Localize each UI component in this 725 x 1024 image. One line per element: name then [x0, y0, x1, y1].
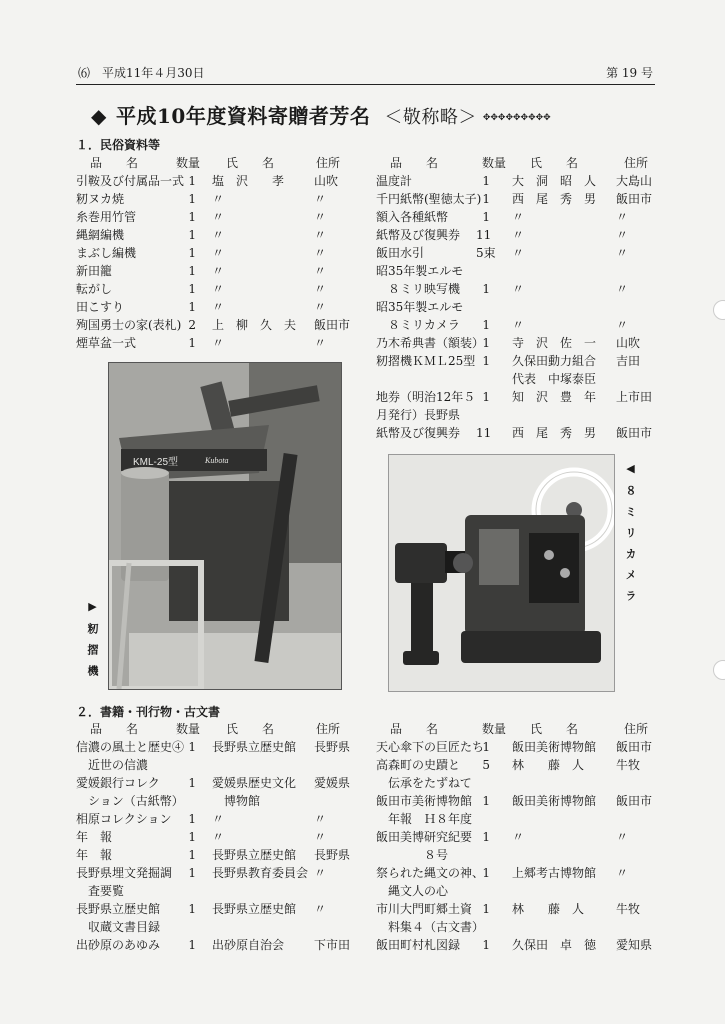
item-name: 煙草盆一式	[76, 336, 137, 350]
item-qty: 1	[188, 848, 196, 862]
item-name: 飯田市美術博物館	[376, 794, 473, 808]
donor-address: 〃	[616, 282, 629, 296]
item-name: 昭35年製エルモ	[376, 264, 464, 278]
item-qty: 2	[188, 318, 196, 332]
kml-label: KML-25型	[133, 457, 179, 468]
donor-address: 飯田市	[616, 192, 653, 206]
donor-address: 〃	[314, 866, 327, 880]
item-qty: 1	[482, 866, 490, 880]
list-item	[376, 406, 656, 424]
item-qty: 1	[482, 174, 490, 188]
donor-name: 久保田 卓 徳	[512, 938, 597, 952]
list-item	[376, 190, 656, 208]
list-item	[76, 792, 356, 810]
item-name: 田こすり	[76, 300, 125, 314]
item-qty: 1	[188, 174, 196, 188]
list-item	[76, 244, 356, 262]
list-item	[376, 244, 656, 262]
donor-name: 〃	[512, 318, 525, 332]
item-name: 伝承をたずねて	[376, 776, 472, 790]
item-name: 料集４（古文書）	[376, 920, 485, 934]
item-name: 信濃の風土と歴史④	[76, 740, 185, 754]
header-qty: 数量	[176, 156, 201, 170]
donor-name: 〃	[512, 282, 525, 296]
header-item: 品 名	[90, 156, 139, 170]
list-item	[376, 756, 656, 774]
item-name: 紙幣及び復興券	[376, 228, 461, 242]
list-item	[376, 370, 656, 388]
item-name: 昭35年製エルモ	[376, 300, 464, 314]
donor-address: 〃	[314, 902, 327, 916]
donor-name: 西 尾 秀 男	[512, 192, 597, 206]
donor-name: 林 藤 人	[512, 758, 585, 772]
issue-number: 第 19 号	[606, 66, 653, 80]
list-item	[376, 352, 656, 370]
momisuri-caption: ▶籾摺機	[86, 600, 99, 686]
header-address: 住所	[316, 722, 341, 736]
header-qty: 数量	[176, 722, 201, 736]
item-qty: 1	[482, 902, 490, 916]
donor-address: 〃	[616, 246, 629, 260]
donor-name: 〃	[212, 192, 225, 206]
donor-address: 飯田市	[616, 794, 653, 808]
donor-address: 大島山	[616, 174, 653, 188]
item-name: 糸巻用竹管	[76, 210, 137, 224]
list-item	[376, 882, 656, 900]
item-qty: 1	[482, 210, 490, 224]
donor-name: 長野県立歴史館	[212, 902, 297, 916]
donor-address: 下市田	[314, 938, 351, 952]
list-item	[76, 936, 356, 954]
item-qty: 1	[482, 336, 490, 350]
donor-address: 長野県	[314, 848, 351, 862]
section-heading-shoseki: ２．書籍・刊行物・古文書	[76, 705, 221, 719]
header-name: 氏 名	[226, 722, 275, 736]
list-item	[76, 882, 356, 900]
list-item	[376, 900, 656, 918]
title-decoration: ✥✥✥✥✥✥✥✥✥	[482, 112, 551, 123]
item-name: 愛媛銀行コレク	[76, 776, 160, 790]
item-qty: 5束	[476, 246, 496, 260]
minzoku-right-header	[376, 154, 656, 172]
donor-name: 〃	[212, 264, 225, 278]
donor-address: 飯田市	[616, 426, 653, 440]
item-name: ション（古紙幣）	[76, 794, 184, 808]
donor-name: 知 沢 豊 年	[512, 390, 597, 404]
list-item	[376, 846, 656, 864]
list-item	[76, 190, 356, 208]
donor-name: 〃	[212, 812, 225, 826]
donor-address: 愛知県	[616, 938, 653, 952]
donor-address: 吉田	[616, 354, 641, 368]
donor-address: 〃	[616, 866, 629, 880]
donor-name: 〃	[512, 210, 525, 224]
item-name: 年 報	[76, 848, 113, 862]
list-item	[76, 810, 356, 828]
item-name: 近世の信濃	[76, 758, 149, 772]
list-item	[76, 334, 356, 352]
donor-address: 〃	[616, 830, 629, 844]
donor-name: 長野県立歴史館	[212, 740, 297, 754]
item-qty: 1	[188, 192, 196, 206]
list-item	[376, 774, 656, 792]
donor-name: 〃	[212, 830, 225, 844]
item-qty: 1	[188, 740, 196, 754]
donor-address: 山吹	[616, 336, 641, 350]
page-title	[88, 100, 551, 129]
donor-name: 〃	[212, 228, 225, 242]
diamond-icon: ◆	[91, 104, 107, 128]
camera-photo	[388, 454, 615, 692]
list-item	[76, 262, 356, 280]
header-qty: 数量	[482, 156, 507, 170]
item-name: 年報 Ｈ８年度	[376, 812, 473, 826]
item-name: 籾摺機ＫＭＬ25型	[376, 354, 476, 368]
donor-address: 飯田市	[616, 740, 653, 754]
title-keisho: ＜敬称略＞	[384, 107, 477, 128]
donor-address: 〃	[314, 210, 327, 224]
momisuri-photo	[108, 362, 342, 690]
item-name: 転がし	[76, 282, 113, 296]
item-qty: 1	[188, 228, 196, 242]
donor-name: 〃	[512, 228, 525, 242]
item-qty: 1	[188, 246, 196, 260]
item-qty: 1	[482, 740, 490, 754]
list-item	[376, 792, 656, 810]
item-qty: 1	[188, 264, 196, 278]
item-name: 殉国勇士の家(表札)	[76, 318, 182, 332]
donor-name: 大 洞 昭 人	[512, 174, 597, 188]
donor-name: 〃	[212, 282, 225, 296]
header-address: 住所	[624, 156, 649, 170]
item-qty: 1	[482, 192, 490, 206]
header-name: 氏 名	[226, 156, 275, 170]
item-qty: 1	[188, 830, 196, 844]
list-item	[76, 774, 356, 792]
list-item	[376, 828, 656, 846]
minzoku-left-header	[76, 154, 356, 172]
item-name: 年 報	[76, 830, 113, 844]
donor-address: 〃	[314, 812, 327, 826]
item-name: 引鞍及び付属品一式	[76, 174, 185, 188]
list-item	[76, 918, 356, 936]
item-name: 長野県埋文発掘調	[76, 866, 173, 880]
donor-address: 〃	[616, 318, 629, 332]
item-qty: 1	[482, 318, 490, 332]
donor-address: 愛媛県	[314, 776, 351, 790]
donor-name: 〃	[212, 210, 225, 224]
donor-name: 愛媛県歴史文化	[212, 776, 297, 790]
header-item: 品 名	[390, 722, 439, 736]
list-item	[376, 810, 656, 828]
item-qty: 1	[188, 866, 196, 880]
list-item	[76, 738, 356, 756]
list-item	[376, 280, 656, 298]
donor-name: 〃	[212, 336, 225, 350]
header-address: 住所	[316, 156, 341, 170]
donor-address: 〃	[314, 300, 327, 314]
item-name: 縄網編機	[76, 228, 125, 242]
donor-name: 代表 中塚泰臣	[512, 372, 597, 386]
list-item	[76, 756, 356, 774]
list-item	[76, 226, 356, 244]
item-qty: 1	[482, 938, 490, 952]
item-qty: 1	[482, 282, 490, 296]
item-qty: 1	[188, 812, 196, 826]
donor-name: 西 尾 秀 男	[512, 426, 597, 440]
item-name: 千円紙幣(聖徳太子)	[376, 192, 482, 206]
item-name: ８ミリ映写機	[376, 282, 461, 296]
list-item	[376, 738, 656, 756]
donor-name: 寺 沢 佐 一	[512, 336, 597, 350]
donor-name: 〃	[212, 246, 225, 260]
item-name: 月発行）長野県	[376, 408, 461, 422]
donor-name: 〃	[512, 830, 525, 844]
donor-name: 林 藤 人	[512, 902, 585, 916]
list-item	[76, 846, 356, 864]
item-name: 籾ヌカ焼	[76, 192, 125, 206]
list-item	[76, 208, 356, 226]
donor-name: 上郷考古博物館	[512, 866, 597, 880]
item-qty: 1	[188, 300, 196, 314]
item-qty: 1	[188, 210, 196, 224]
item-name: 温度計	[376, 174, 413, 188]
item-name: 飯田水引	[376, 246, 425, 260]
header-name: 氏 名	[530, 156, 579, 170]
donor-name: 飯田美術博物館	[512, 740, 597, 754]
header-rule	[76, 84, 655, 85]
list-item	[376, 262, 656, 280]
donor-address: 〃	[314, 830, 327, 844]
donor-address: 〃	[314, 264, 327, 278]
donor-name: 長野県立歴史館	[212, 848, 297, 862]
list-item	[76, 828, 356, 846]
item-name: 収蔵文書目録	[76, 920, 161, 934]
item-qty: 11	[476, 228, 492, 242]
item-name: 飯田町村札図録	[376, 938, 461, 952]
header-qty: 数量	[482, 722, 507, 736]
item-name: 縄文人の心	[376, 884, 449, 898]
item-qty: 1	[188, 938, 196, 952]
shoseki-right-list	[376, 738, 656, 954]
page-header	[78, 64, 653, 84]
header-item: 品 名	[90, 722, 139, 736]
header-name: 氏 名	[530, 722, 579, 736]
title-text: 平成10年度資料寄贈者芳名	[116, 104, 371, 128]
list-item	[376, 424, 656, 442]
donor-address: 飯田市	[314, 318, 351, 332]
item-name: 査要覧	[76, 884, 125, 898]
donor-address: 〃	[314, 192, 327, 206]
donor-name: 長野県教育委員会	[212, 866, 309, 880]
list-item	[376, 172, 656, 190]
donor-address: 山吹	[314, 174, 339, 188]
camera-photo-drawing	[389, 455, 614, 691]
item-name: 長野県立歴史館	[76, 902, 161, 916]
donor-name: 〃	[512, 246, 525, 260]
item-name: ８ミリカメラ	[376, 318, 460, 332]
donor-address: 牛牧	[616, 758, 641, 772]
donor-name: 博物館	[212, 794, 261, 808]
section-heading-minzoku: １．民俗資料等	[76, 138, 161, 152]
shoseki-left-list	[76, 738, 356, 954]
momisuri-photo-drawing	[109, 363, 341, 689]
item-name: 紙幣及び復興券	[376, 426, 461, 440]
donor-address: 〃	[314, 282, 327, 296]
shoseki-right-header	[376, 720, 656, 738]
donor-name: 〃	[212, 300, 225, 314]
list-item	[76, 298, 356, 316]
item-name: まぶし編機	[76, 246, 137, 260]
item-name: 額入各種紙幣	[376, 210, 449, 224]
donor-name: 飯田美術博物館	[512, 794, 597, 808]
punch-hole-top	[713, 300, 725, 320]
item-name: 相原コレクション	[76, 812, 172, 826]
item-name: 地券（明治12年５	[376, 390, 476, 404]
list-item	[76, 172, 356, 190]
item-qty: 1	[482, 794, 490, 808]
item-qty: 1	[188, 902, 196, 916]
item-qty: 1	[482, 390, 490, 404]
donor-name: 塩 沢 孝	[212, 174, 285, 188]
item-name: 飯田美博研究紀要	[376, 830, 473, 844]
item-name: ８号	[376, 848, 449, 862]
item-qty: 1	[188, 282, 196, 296]
item-name: 天心傘下の巨匠たち	[376, 740, 485, 754]
item-qty: 5	[482, 758, 490, 772]
list-item	[76, 280, 356, 298]
item-name: 市川大門町郷土資	[376, 902, 473, 916]
list-item	[76, 864, 356, 882]
item-qty: 1	[188, 776, 196, 790]
camera-caption: ◀８ミリカメラ	[624, 462, 637, 611]
item-name: 新田籠	[76, 264, 113, 278]
item-qty: 1	[188, 336, 196, 350]
list-item	[376, 226, 656, 244]
donor-address: 上市田	[616, 390, 653, 404]
list-item	[376, 864, 656, 882]
donor-name: 久保田動力組合	[512, 354, 597, 368]
donor-address: 〃	[616, 210, 629, 224]
item-name: 乃木希典書（額装）	[376, 336, 485, 350]
list-item	[376, 208, 656, 226]
donor-address: 〃	[314, 246, 327, 260]
header-address: 住所	[624, 722, 649, 736]
donor-name: 上 柳 久 夫	[212, 318, 297, 332]
issue-date: ⑹ 平成11年４月30日	[78, 66, 205, 80]
header-item: 品 名	[390, 156, 439, 170]
donor-address: 〃	[314, 228, 327, 242]
donor-address: 牛牧	[616, 902, 641, 916]
list-item	[76, 900, 356, 918]
list-item	[376, 334, 656, 352]
brand-label: Kubota	[205, 456, 229, 465]
list-item	[376, 388, 656, 406]
item-name: 出砂原のあゆみ	[76, 938, 161, 952]
item-name: 高森町の史蹟と	[376, 758, 461, 772]
donor-address: 〃	[616, 228, 629, 242]
minzoku-right-list	[376, 172, 656, 442]
shoseki-left-header	[76, 720, 356, 738]
list-item	[376, 316, 656, 334]
list-item	[76, 316, 356, 334]
donor-address: 〃	[314, 336, 327, 350]
item-qty: 1	[482, 354, 490, 368]
punch-hole-bottom	[713, 660, 725, 680]
list-item	[376, 298, 656, 316]
donor-name: 出砂原自治会	[212, 938, 285, 952]
list-item	[376, 936, 656, 954]
list-item	[376, 918, 656, 936]
item-name: 祭られた縄文の神、	[376, 866, 485, 880]
item-qty: 11	[476, 426, 492, 440]
item-qty: 1	[482, 830, 490, 844]
minzoku-left-list	[76, 172, 356, 352]
donor-address: 長野県	[314, 740, 351, 754]
